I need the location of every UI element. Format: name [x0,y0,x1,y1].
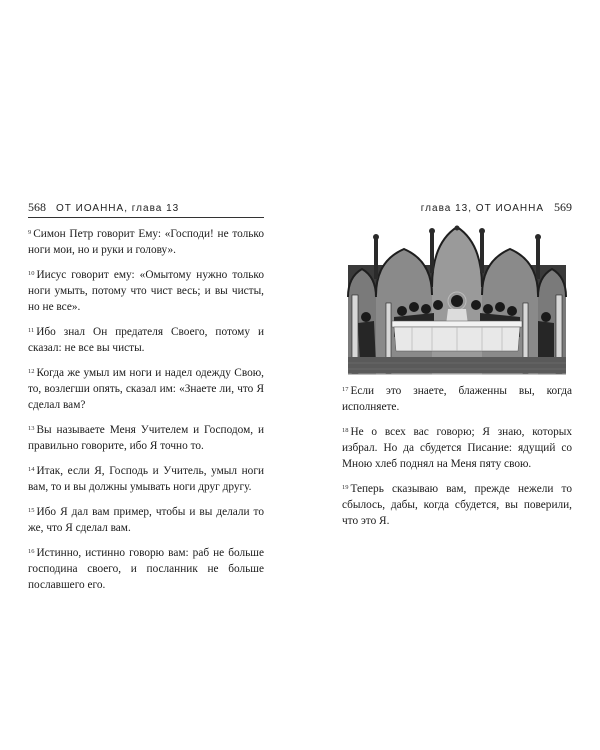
verse-9 [28,225,264,258]
verse-18 [342,423,572,472]
verse-17 [342,382,572,415]
verse-text: Истинно, истинно говорю вам: раб не больше господина своего, и посланник не больше пославшего его. [28,547,264,591]
verse-14 [28,462,264,495]
verse-number: 16 [28,548,35,555]
verse-text: Симон Петр говорит Ему: «Господи! не только ноги мои, но и руки и голову». [28,228,264,256]
verse-number: 17 [342,386,349,393]
verse-text: Ибо знал Он предателя Своего, потому и сказал: не все вы чисты. [28,326,264,354]
verse-text: Не о всех вас говорю; Я знаю, которых избрал. Но да сбудется Писание: ядущий со Мною хлеб поднял на Меня пяту свою. [342,426,572,470]
verse-number: 14 [28,466,35,473]
verse-15 [28,503,264,536]
verse-number: 9 [28,229,32,236]
verse-number: 12 [28,368,35,375]
page-number-right: 569 [554,200,572,214]
verse-16 [28,544,264,593]
verse-11 [28,323,264,356]
right-page-text [342,382,572,529]
verse-10 [28,266,264,315]
left-page [28,200,264,601]
running-head-left [28,200,264,218]
verse-text: Теперь сказываю вам, прежде нежели то сбылось, дабы, когда сбудется, вы поверили, что это Я. [342,483,572,527]
running-head-right [342,200,572,217]
verse-number: 11 [28,327,35,334]
last-supper-illustration [342,225,572,375]
running-head-title-left: ОТ ИОАННА, глава 13 [56,203,180,214]
verse-text: Вы называете Меня Учителем и Господом, и правильно говорите, ибо Я точно то. [28,424,264,452]
verse-text: Иисус говорит ему: «Омытому нужно только ноги умыть, потому что чист весь; и вы чисты, но не все». [28,269,264,313]
verse-number: 18 [342,427,349,434]
verse-12 [28,364,264,413]
verse-text: Когда же умыл им ноги и надел одежду Свою, то, возлегши опять, сказал им: «Знаете ли, что Я сделал вам? [28,367,264,411]
right-page [342,200,572,537]
verse-text: Если это знаете, блаженны вы, когда исполняете. [342,385,572,413]
verse-text: Итак, если Я, Господь и Учитель, умыл ноги вам, то и вы должны умывать ноги друг другу. [28,465,264,493]
verse-number: 19 [342,484,349,491]
verse-number: 10 [28,270,35,277]
running-head-title-right: глава 13, ОТ ИОАННА [420,203,544,214]
verse-number: 15 [28,507,35,514]
left-page-text [28,225,264,593]
verse-number: 13 [28,425,35,432]
verse-19 [342,480,572,529]
verse-13 [28,421,264,454]
page-number-left: 568 [28,200,46,214]
verse-text: Ибо Я дал вам пример, чтобы и вы делали то же, что Я сделал вам. [28,506,264,534]
